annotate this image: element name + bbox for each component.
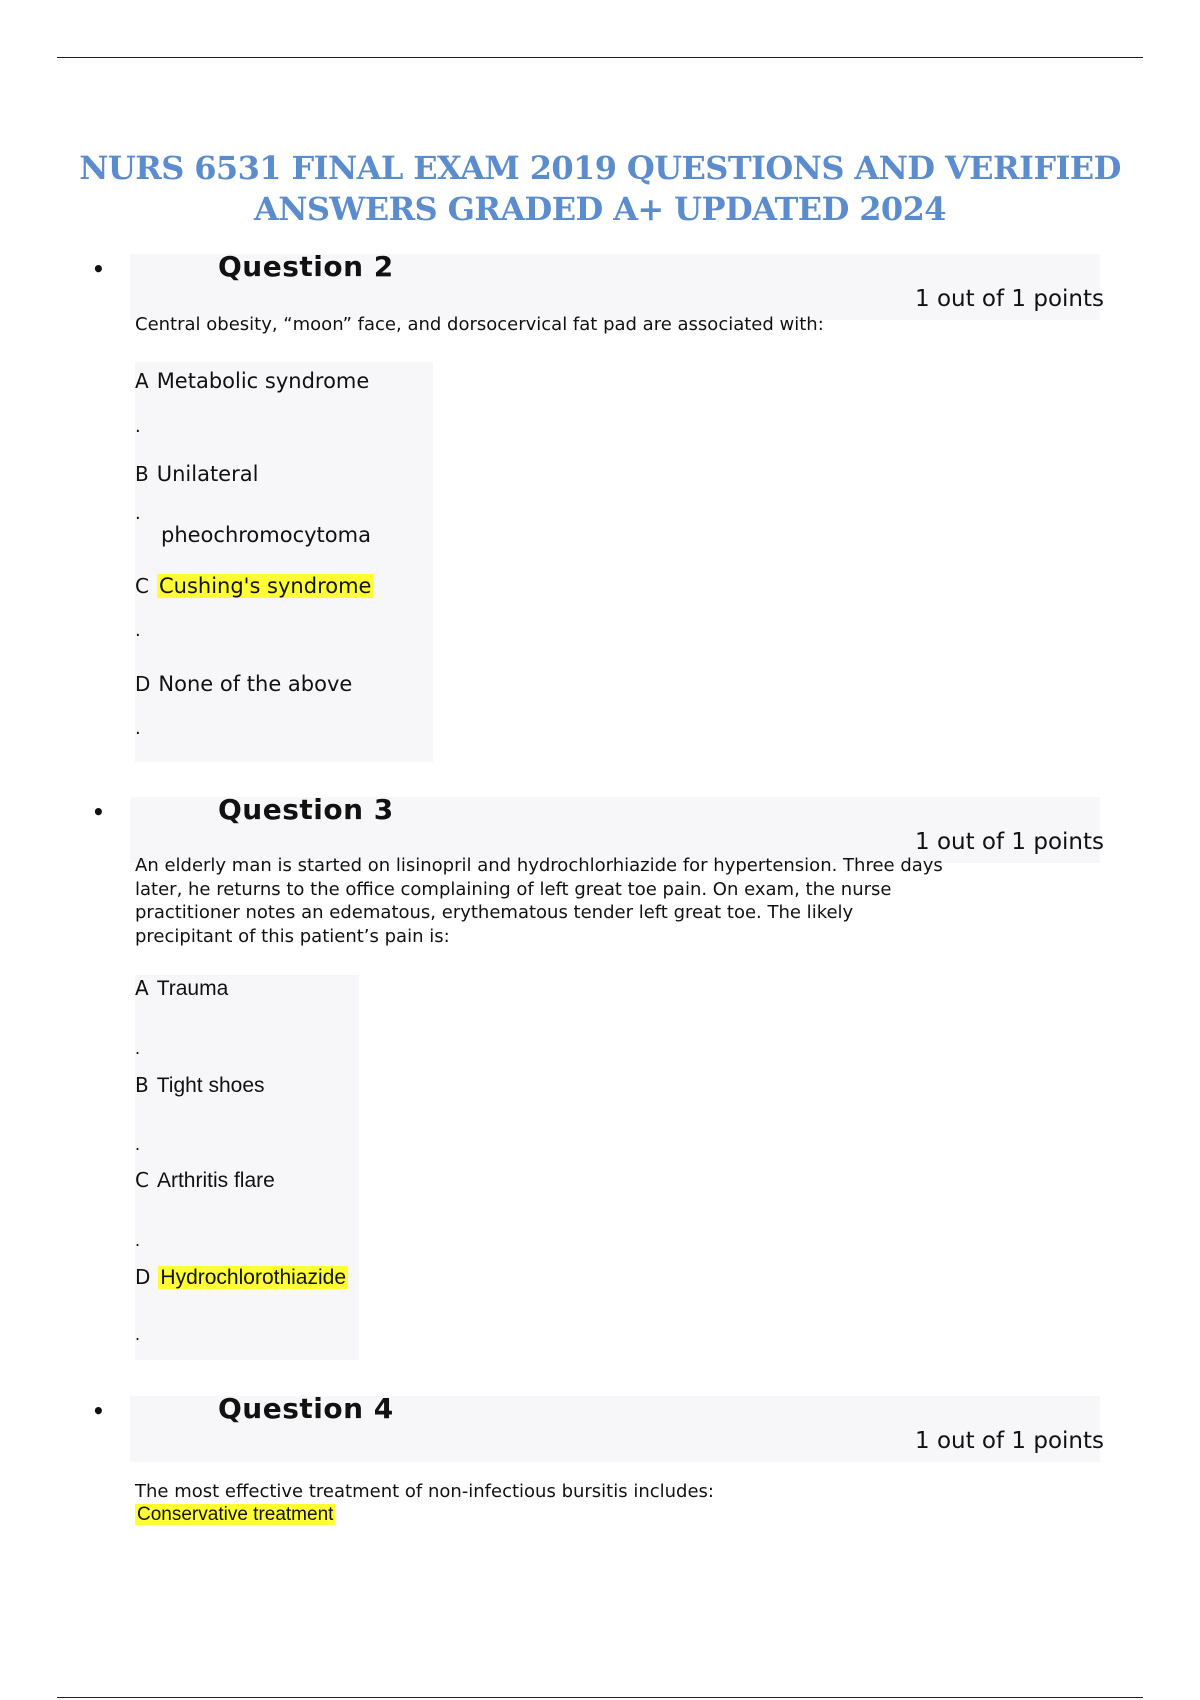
bottom-rule: [57, 1697, 1143, 1698]
answer-text-highlighted: Cushing's syndrome: [158, 574, 372, 598]
answer-option[interactable]: [135, 975, 228, 1002]
question-4-answer-highlighted: Conservative treatment: [137, 1504, 334, 1525]
question-2-points: 1 out of 1 points: [915, 286, 1104, 312]
answer-option[interactable]: [135, 1072, 265, 1099]
answer-text: Unilateral: [156, 462, 259, 486]
answer-dot: ·: [135, 508, 141, 529]
question-3-points: 1 out of 1 points: [915, 829, 1104, 855]
question-3-text: An elderly man is started on lisinopril and hydrochlorhiazide for hypertension. Three days later, he returns to the office complaining of left great toe pain. On exam, the nurse practitioner notes an edematous, erythematous tender left great toe. The likely precipitant of this patient’s pain is:: [135, 855, 943, 947]
answer-dot: .: [135, 1324, 141, 1344]
question-2-text: Central obesity, “moon” face, and dorsocervical fat pad are associated with:: [135, 314, 824, 335]
answer-option[interactable]: [135, 671, 352, 697]
answer-dot: .: [135, 416, 141, 437]
answer-letter: B: [135, 1073, 149, 1097]
answer-letter: A: [135, 369, 149, 393]
question-4-bullet: •: [92, 1399, 105, 1423]
top-rule: [57, 57, 1143, 58]
title-line-2: ANSWERS GRADED A+ UPDATED 2024: [254, 190, 946, 228]
answer-letter: A: [135, 976, 149, 1000]
answer-continuation: pheochromocytoma: [161, 523, 371, 547]
answer-text: Trauma: [156, 977, 229, 1000]
answer-dot: .: [135, 1134, 141, 1154]
answer-dot: .: [135, 1038, 141, 1058]
answer-text: Metabolic syndrome: [156, 369, 370, 393]
question-4-prompt: The most effective treatment of non-infectious bursitis includes:: [135, 1480, 714, 1502]
answer-letter: C: [135, 1168, 149, 1192]
question-4-points: 1 out of 1 points: [915, 1428, 1104, 1454]
answer-option[interactable]: [135, 461, 258, 487]
answer-text: None of the above: [158, 672, 353, 696]
question-4-text: [135, 1456, 1055, 1527]
question-3-answers: [135, 975, 359, 1360]
answer-letter: B: [135, 462, 149, 486]
question-2-bullet: •: [92, 257, 105, 281]
answer-dot: .: [135, 1230, 141, 1250]
title-line-1: NURS 6531 FINAL EXAM 2019 QUESTIONS AND VERIFIED: [79, 149, 1121, 187]
answer-letter: C: [135, 574, 149, 598]
answer-option[interactable]: [135, 368, 369, 394]
answer-letter: D: [135, 1265, 151, 1289]
answer-option-correct[interactable]: [135, 573, 373, 599]
answer-text: Tight shoes: [156, 1074, 265, 1097]
document-title: [60, 148, 1140, 230]
answer-option-correct[interactable]: [135, 1264, 348, 1291]
answer-letter: D: [135, 672, 151, 696]
answer-text-highlighted: Hydrochlorothiazide: [160, 1266, 347, 1289]
answer-text: Arthritis flare: [156, 1169, 275, 1192]
answer-option[interactable]: [135, 1167, 275, 1194]
answer-dot: .: [135, 718, 141, 739]
answer-dot: .: [135, 620, 141, 641]
question-2-answers: [135, 362, 433, 762]
question-2-title: Question 2: [218, 250, 394, 283]
question-3-title: Question 3: [218, 793, 394, 826]
question-3-bullet: •: [92, 800, 105, 824]
question-4-title: Question 4: [218, 1392, 394, 1425]
